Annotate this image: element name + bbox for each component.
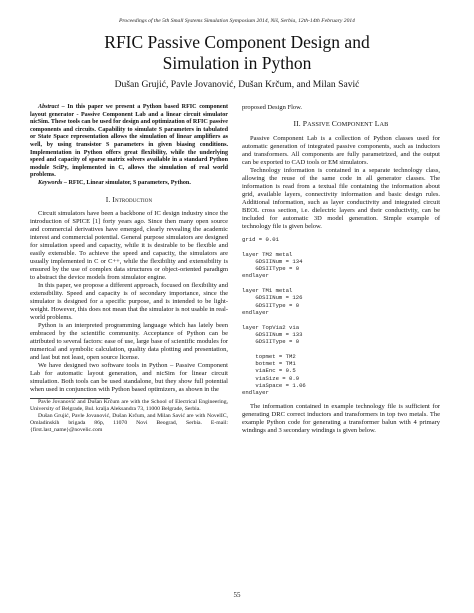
heading-sc-assive: ASSIVE — [307, 121, 330, 128]
abstract-label: Abstract — [38, 104, 59, 110]
pcl-paragraph-2: Technology information is contained in a separate technology class, allowing the reuse of the same code in all generator classes. The information is read from a textual file containing the information about grid, available layers, connectivity information and basic design rules. Additional information, such as layer conductivity and integrated circuit BEOL cross section, i.e. dielectric layers and their conductivity, can be included for automatic 3D model generation. Simple example of technology file is given below. — [242, 167, 440, 230]
footnote-2: Dušan Grujić, Pavle Jovanović, Dušan Krčum, and Milan Savić are with NovelIC, Omladinskih brigada 86p, 11070 Novi Beograd, Serbia. E-mail: {first.last_name}@novelic.com — [30, 412, 228, 433]
section-heading-passive-component-lab — [242, 120, 440, 129]
continued-text: proposed Design Flow. — [242, 104, 303, 111]
right-column — [242, 104, 440, 435]
abstract — [30, 104, 228, 188]
heading-cap-c: C — [331, 119, 337, 128]
pcl-paragraph-1: Passive Component Lab is a collection of Python classes used for automatic generation of integrated passive components, such as inductors and transformers. All components are fully parametrized, and the output can be exported to CAD tools or EM simulators. — [242, 135, 440, 166]
intro-paragraph-2: In this paper, we propose a different approach, focused on flexibility and extensibility. Speed and capacity is of secondary importance, since the simulator is designed for a specific purpose, and is intended to be light-weight. However, this does not mean that the simulator is not usable in real-world problems. — [30, 281, 228, 321]
heading-sc-ab: AB — [379, 121, 389, 128]
paper-title — [30, 32, 444, 74]
author-list: Dušan Grujić, Pavle Jovanović, Dušan Krčum, and Milan Savić — [114, 79, 360, 90]
heading-sc-omponent: OMPONENT — [336, 121, 373, 128]
intro-paragraph-1: Circuit simulators have been a backbone of IC design industry since the introduction of SPICE [1] forty years ago. Since then many open source and commercial derivatives have emerged, clearly revealing the academic interest and commercial potential. General purpose simulators are designed for simulation speed and capacity, while it is desirable to be flexible and easily extensible. To achieve the speed and capacity, the simulators are usually implemented in C or C++, while the flexibility and extensibility is ensured by the use of complex data structures or object-oriented paradigm to abstract the device models from simulator engine. — [30, 209, 228, 281]
intro-paragraph-3: Python is an interpreted programming language which has lately been embraced by the scientific community. Acceptance of Python can be attributed to several factors: ease of use, large base of scientific modules for numerical and symbolic calculation, quality data plotting and presentation, and last but not least, open source license. — [30, 321, 228, 361]
keywords-label: Keywords — [38, 179, 63, 186]
page-number: 55 — [233, 591, 241, 599]
left-column — [30, 104, 228, 434]
heading-cap-p: P — [302, 119, 308, 128]
intro-paragraph-4: We have designed two software tools in Python – Passive Component Lab for automatic layout generation, and nicSim for linear circuit simulation. Both tools can be used standalone, but they show full potential when used in conjunction with Python based optimizers, as shown in the — [30, 361, 228, 393]
title-line-1: RFIC Passive Component Design and — [104, 32, 370, 52]
running-header: Proceedings of the 5th Small Systems Simulation Symposium 2014, Niš, Serbia, 12th-14th February 2014 — [119, 18, 355, 24]
abstract-text: – In this paper we present a Python based RFIC component layout generator - Passive Component Lab and a linear circuit simulator nicSim. These tools can be used for design and optimization of RFIC passive components and circuits. Capability to simulate S parameters in tabulated or State Space representation allows the simulation of linear amplifiers as well, by using transistor S parameters in given biasing conditions. Implementation in Python offers great flexibility, while the underlying speed and capacity of sparse matrix solvers available in a standard Python module SciPy, implemented in C, allows the simulation of real world problems. — [30, 104, 228, 179]
section-number: I. — [105, 194, 111, 204]
section-title: Introduction — [112, 194, 153, 204]
footnotes — [30, 399, 228, 434]
section-heading-introduction — [30, 196, 228, 204]
pcl-paragraph-3: The information contained in example technology file is sufficient for generating DRC correct inductors and transformers in top two metals. The example Python code for generating a transformer balun with 4 primary windings and 3 secondary windings is given below. — [242, 402, 440, 434]
footnote-1: Pavle Jovanović and Dušan Krčum are with the School of Electrical Engineering, University of Belgrade, Bul. kralja Aleksandra 73, 11000 Belgrade, Serbia. — [30, 398, 228, 412]
title-line-2: Simulation in Python — [162, 53, 312, 73]
section-number: II. — [293, 119, 301, 128]
keywords-text: – RFIC, Linear simulator, S parameters, Python. — [62, 179, 191, 186]
heading-cap-l: L — [374, 119, 380, 128]
technology-file-code: grid = 0.01 layer TM2 metal GDSIINum = 134 GDSIIType = 0 endlayer layer TM1 metal GDSIINum = 126 GDSIIType = 0 endlayer layer TopVia2 via GDSIINum = 133 GDSIIType = 0 topmet = TM2 botmet = TM1 viaEnc = 0.5 viaSize = 0.9 viaSpace = 1.06 endlayer — [242, 236, 306, 397]
